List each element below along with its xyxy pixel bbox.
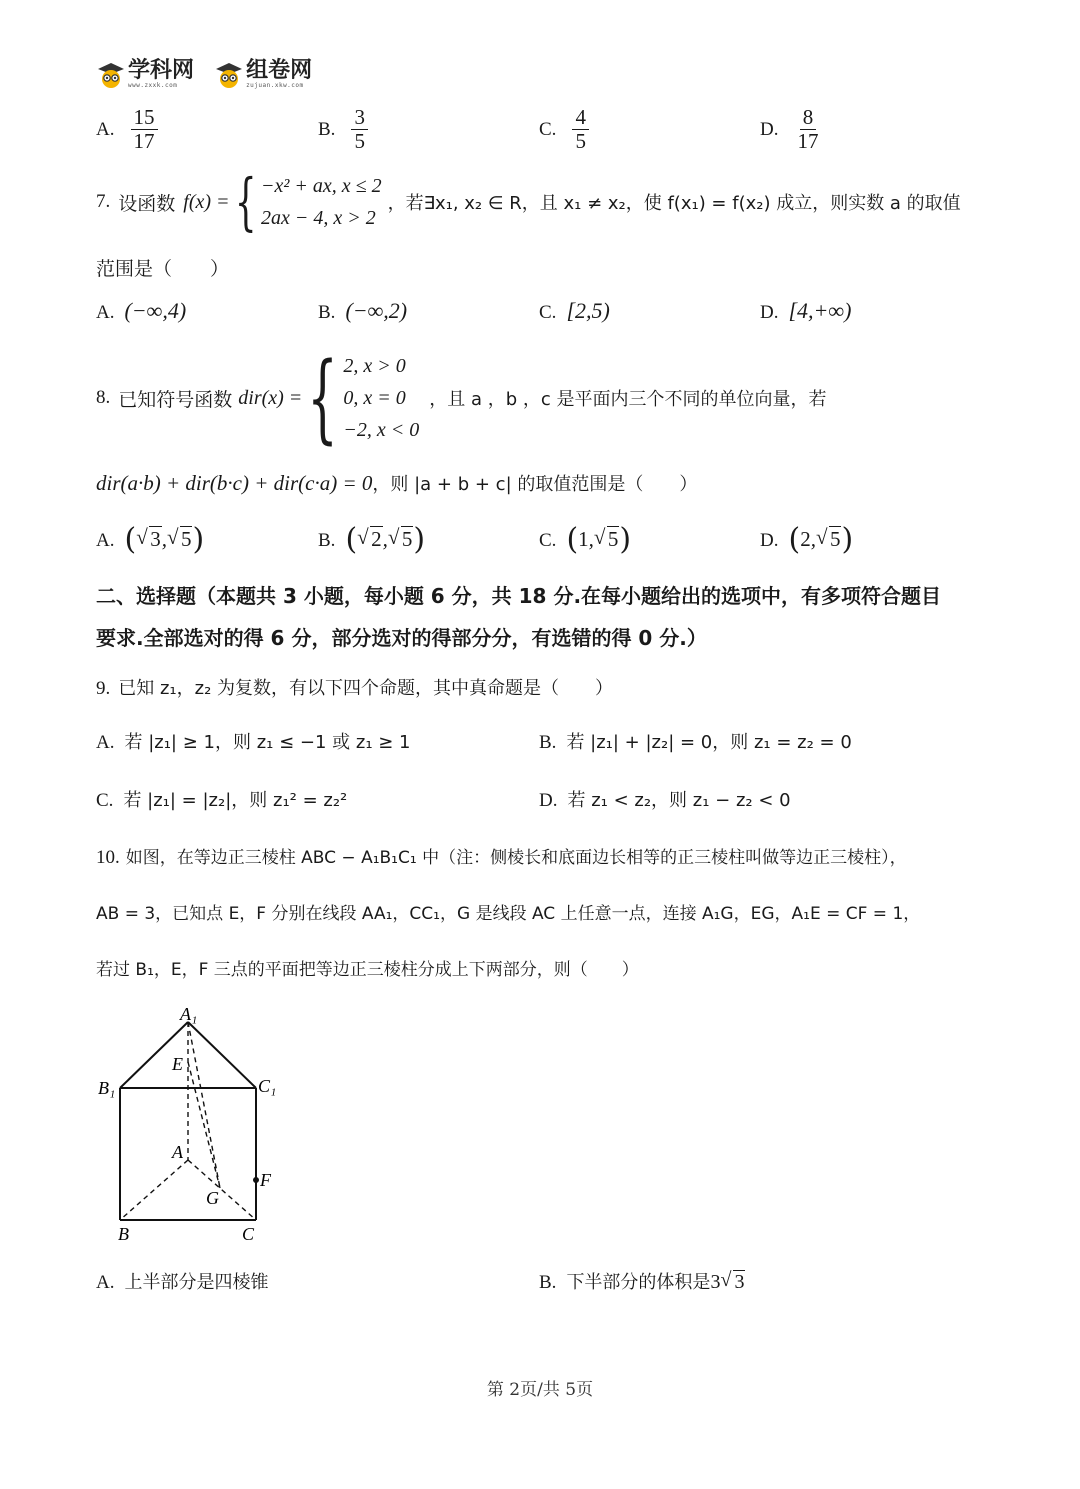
q10-number: 10.	[96, 847, 120, 868]
fraction: $\frac{8}{17}$	[797, 105, 819, 154]
header-logos	[96, 60, 312, 94]
q9-number: 9.	[96, 678, 111, 699]
section2-heading-line1: 二、选择题（本题共 3 小题，每小题 6 分，共 18 分.在每小题给出的选项中，有多项符合题目	[96, 584, 942, 608]
owl-icon	[214, 61, 244, 89]
logo-zujuan	[214, 60, 312, 89]
q8-piecewise: { 2, x > 0 0, x = 0 −2, x < 0	[307, 342, 420, 454]
label-f: F	[260, 1170, 271, 1190]
q10-line3: 若过 B₁，E，F 三点的平面把等边正三棱柱分成上下两部分，则（ ）	[96, 960, 639, 980]
q8-number: 8.	[96, 387, 111, 408]
q9-option-c[interactable]: C. 若 |z₁| = |z₂|，则 z₁² = z₂²	[96, 790, 348, 811]
page-number: 第 2页/共 5页	[486, 1380, 594, 1400]
q8-case1: 2, x > 0	[343, 355, 406, 377]
q6-option-c[interactable]: C. $\frac{4}{5}$	[539, 106, 589, 153]
q8-condition: ，且 a ，b ，c 是平面内三个不同的单位向量，若	[429, 389, 827, 410]
q8-case2: 0, x = 0	[343, 387, 406, 409]
q8-case3: −2, x < 0	[343, 419, 420, 441]
q7-option-b[interactable]: B. (−∞,2)	[318, 298, 408, 323]
q8-option-a[interactable]: A. (√ 3,√ 5)	[96, 522, 204, 557]
q9-option-d[interactable]: D. 若 z₁ < z₂，则 z₁ − z₂ < 0	[539, 790, 791, 811]
fraction: $\frac{4}{5}$	[572, 106, 589, 153]
segment-e-g	[188, 1062, 220, 1188]
label-b1: B₁	[98, 1078, 116, 1098]
q6-option-d[interactable]: D. $\frac{8}{17}$	[760, 106, 822, 153]
section2-heading-line2: 要求.全部选对的得 6 分，部分选对的得部分分，有选错的得 0 分.）	[96, 626, 707, 650]
q8-stem	[96, 342, 827, 454]
q7-func: f(x) =	[183, 190, 230, 213]
q8-option-d[interactable]: D. (2,√ 5)	[760, 522, 853, 557]
segment-a1-g	[188, 1022, 220, 1188]
logo1-url: www.zxxk.com	[128, 82, 178, 89]
logo1-name: 学科网	[128, 58, 195, 83]
q7-option-c[interactable]: C. [2,5)	[539, 298, 610, 323]
label-e: E	[172, 1054, 183, 1074]
edge-a-b	[120, 1160, 188, 1220]
q8-line2	[96, 470, 697, 496]
prism-figure	[90, 1000, 290, 1250]
q9-stem: 9. 已知 z₁，z₂ 为复数，有以下四个命题，其中真命题是（ ）	[96, 678, 614, 699]
q7-piecewise: { −x² + ax, x ≤ 2 2ax − 4, x > 2	[234, 165, 382, 238]
q7-intro: 设函数	[118, 192, 176, 215]
q7-stem	[96, 165, 961, 238]
fraction: $\frac{3}{5}$	[351, 106, 368, 153]
q10-line1: 10. 如图，在等边正三棱柱 ABC − A₁B₁C₁ 中（注：侧棱长和底面边长相等的正三棱柱叫做等边正三棱柱），	[96, 847, 907, 868]
q7-case1: −x² + ax, x ≤ 2	[260, 175, 382, 197]
label-g: G	[206, 1188, 219, 1208]
edge-a-c	[188, 1160, 256, 1220]
label-b: B	[118, 1224, 129, 1244]
label-a: A	[172, 1142, 183, 1162]
q8-option-b[interactable]: B. (√ 2,√ 5)	[318, 522, 425, 557]
q10-option-a[interactable]: A. 上半部分是四棱锥	[96, 1272, 269, 1293]
q8-func: dir(x) =	[238, 386, 303, 409]
q7-option-a[interactable]: A. (−∞,4)	[96, 298, 187, 323]
label-c: C	[242, 1224, 255, 1244]
q7-condition: ，若∃x₁, x₂ ∈ R，且 x₁ ≠ x₂，使 f(x₁) = f(x₂) 成立，则实数 a 的取值	[387, 193, 961, 214]
q7-line2: 范围是（ ）	[96, 258, 230, 280]
q9-option-b[interactable]: B. 若 |z₁| + |z₂| = 0，则 z₁ = z₂ = 0	[539, 732, 852, 753]
q10-line2: AB = 3，已知点 E，F 分别在线段 AA₁，CC₁，G 是线段 AC 上任意一点，连接 A₁G，EG，A₁E = CF = 1，	[96, 904, 921, 924]
logo2-name: 组卷网	[246, 58, 313, 83]
point-f	[253, 1177, 259, 1183]
q8-line2-math: dir(a·b) + dir(b·c) + dir(c·a) = 0	[96, 471, 373, 495]
q8-option-c[interactable]: C. (1,√ 5)	[539, 522, 631, 557]
q10-option-b[interactable]: B. 下半部分的体积是3√ 3	[539, 1268, 745, 1294]
fraction: $\frac{15}{17}$	[131, 106, 158, 153]
q6-option-b[interactable]: B. $\frac{3}{5}$	[318, 106, 368, 153]
q7-number: 7.	[96, 191, 111, 212]
q8-line2-tail: ，则 |a + b + c| 的取值范围是（ ）	[372, 474, 698, 495]
label-c1: C₁	[258, 1076, 277, 1096]
q7-case2: 2ax − 4, x > 2	[260, 207, 376, 229]
q6-option-a[interactable]: A. $\frac{15}{17}$	[96, 106, 158, 153]
label-a1: A₁	[180, 1004, 198, 1024]
volume-value: 3√ 3	[710, 1271, 745, 1293]
q8-intro: 已知符号函数	[118, 388, 233, 411]
q7-option-d[interactable]: D. [4,+∞)	[760, 298, 852, 323]
logo-zxxk	[96, 60, 194, 89]
owl-icon	[96, 61, 126, 89]
q9-option-a[interactable]: A. 若 |z₁| ≥ 1，则 z₁ ≤ −1 或 z₁ ≥ 1	[96, 732, 411, 753]
logo2-url: zujuan.xkw.com	[246, 82, 304, 89]
